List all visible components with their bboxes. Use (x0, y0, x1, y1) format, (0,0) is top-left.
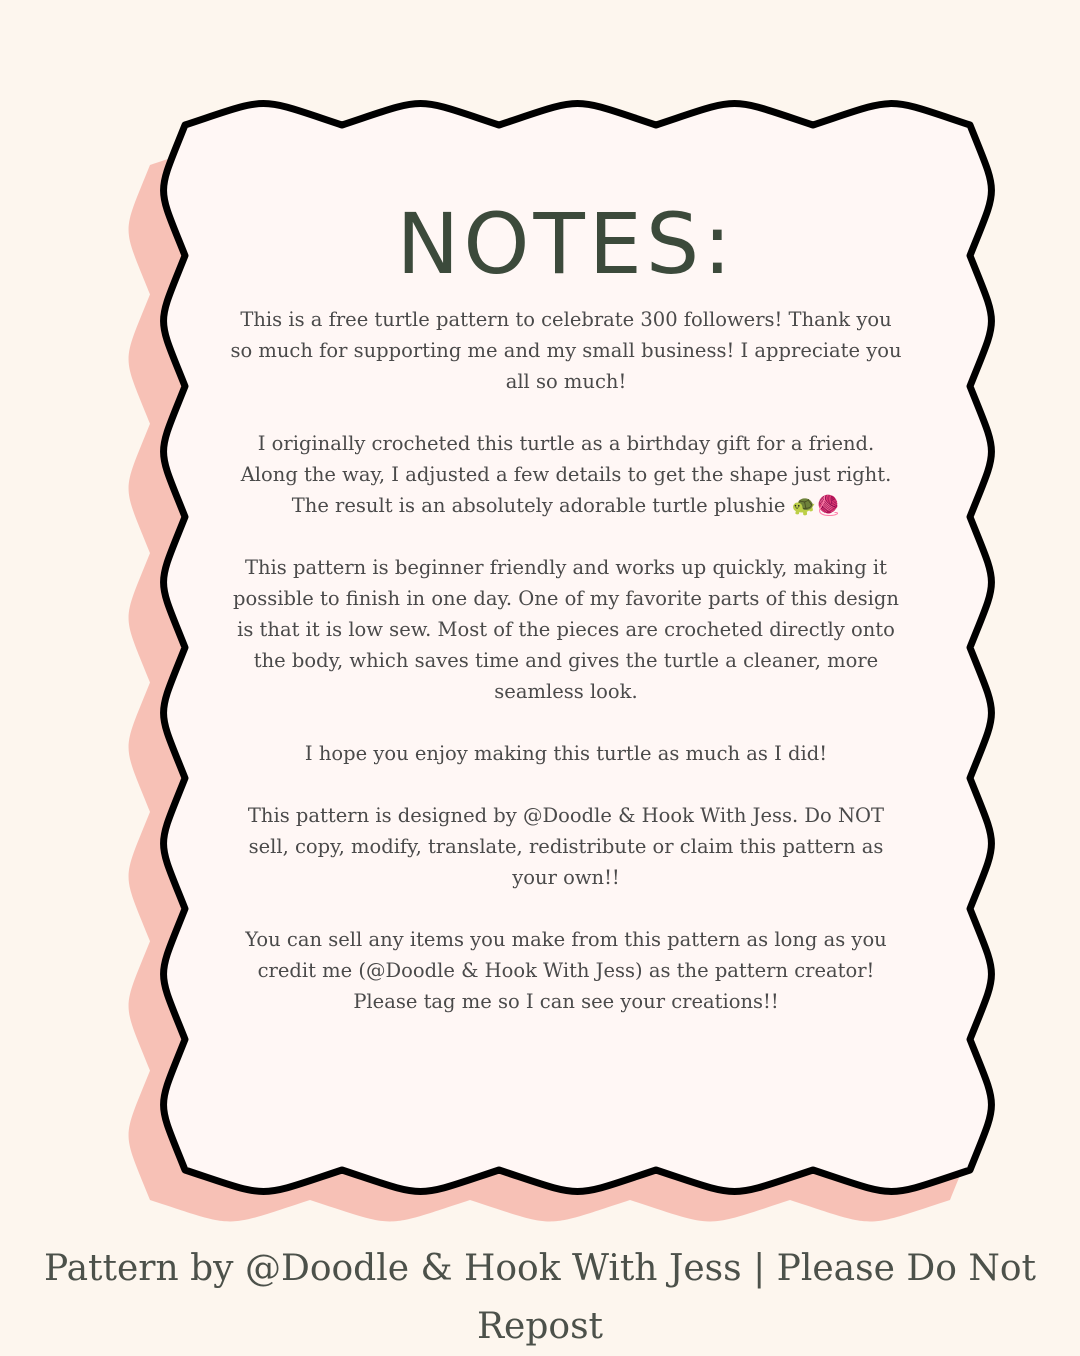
difficulty-paragraph: This pattern is beginner friendly and works up quickly, making it possible to finish in one day. One of my favorite parts of this design is that it is low sew. Most of the pieces are crocheted directly onto the body, which saves time and gives the turtle a cleaner, more seamless look. (233, 556, 899, 704)
copyright-paragraph: This pattern is designed by @Doodle & Hook With Jess. Do NOT sell, copy, modify, translate, redistribute or claim this pattern as your own!! (247, 804, 885, 890)
origin-text: I originally crocheted this turtle as a birthday gift for a friend. Along the way, I adjusted a few details to get the shape just right. The result is an absolutely adorable turtle plushie (240, 432, 892, 518)
enjoy-paragraph: I hope you enjoy making this turtle as much as I did! (304, 742, 828, 766)
notes-title: NOTES: (396, 195, 736, 293)
notes-card-content (230, 195, 902, 1048)
selling-paragraph: You can sell any items you make from this pattern as long as you credit me (@Doodle & Hook With Jess) as the pattern creator! Please tag me so I can see your creations!! (245, 928, 887, 1014)
footer-credit: Pattern by @Doodle & Hook With Jess | Please Do Not Repost (43, 1248, 1036, 1347)
intro-paragraph: This is a free turtle pattern to celebrate 300 followers! Thank you so much for supporting me and my small business! I appreciate you all so much! (230, 308, 902, 394)
origin-paragraph (230, 428, 902, 521)
yarn-icon: 🧶 (815, 494, 841, 518)
turtle-icon: 🐢 (791, 494, 816, 518)
